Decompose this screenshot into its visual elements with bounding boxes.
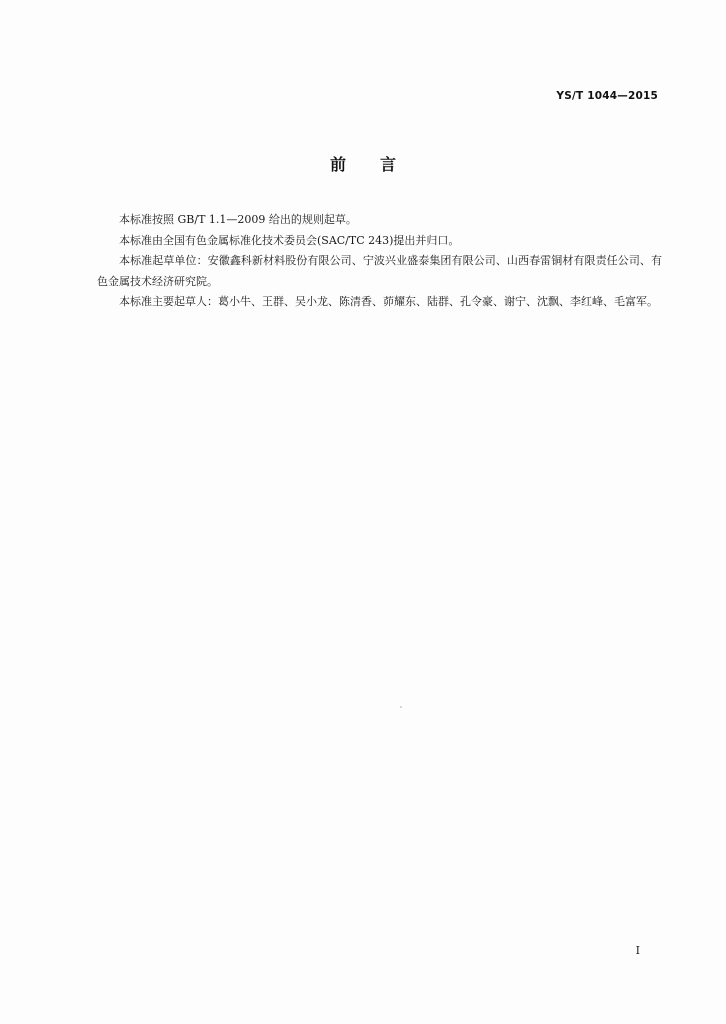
paragraph-drafting-rules: 本标准按照 GB/T 1.1—2009 给出的规则起草。	[119, 213, 357, 226]
paragraph-drafting-units: 本标准起草单位：安徽鑫科新材料股份有限公司、宁波兴业盛泰集团有限公司、山西春雷铜材有限责任公司、有色金属技术经济研究院。	[97, 254, 662, 288]
standard-code: YS/T 1044—2015	[556, 90, 658, 102]
paragraph-main-drafters: 本标准主要起草人：葛小牛、王群、吴小龙、陈清香、茆耀东、陆群、孔令豪、谢宁、沈飘、李红峰、毛富军。	[119, 295, 658, 308]
page-title: 前言	[329, 155, 430, 174]
paragraph-proposer: 本标准由全国有色金属标准化技术委员会(SAC/TC 243)提出并归口。	[119, 233, 460, 247]
scan-speck	[400, 706, 402, 708]
page-number: I	[635, 944, 640, 957]
document-body	[97, 210, 662, 313]
